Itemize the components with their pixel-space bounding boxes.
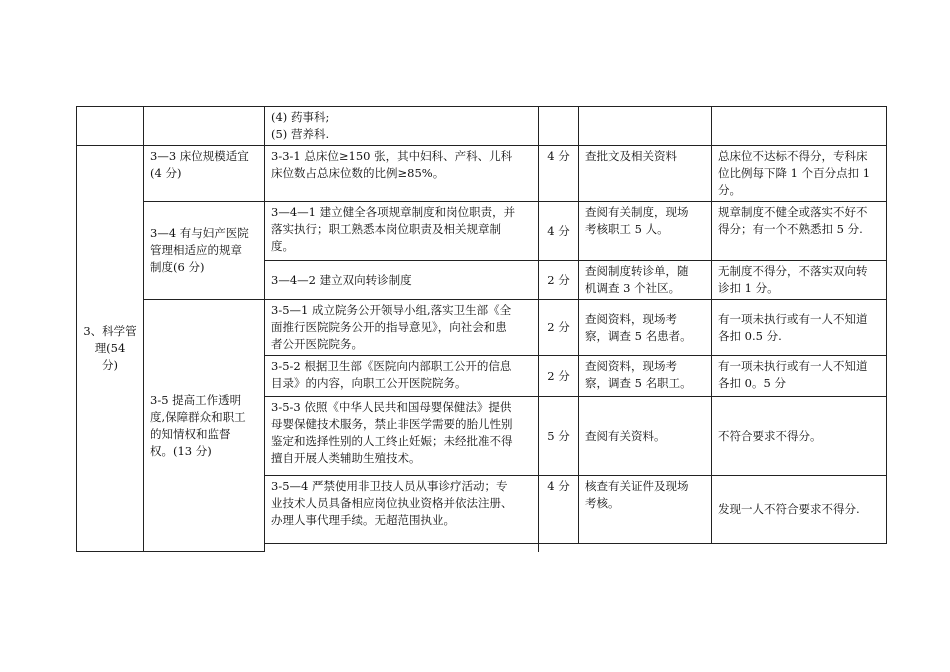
content-line: 擅自开展人类辅助生殖技术。: [271, 451, 421, 465]
content-cell: [265, 397, 539, 476]
score-cell: 2 分: [539, 300, 579, 356]
deduct-cell: [712, 356, 887, 397]
deduct-line: 得分；有一个不熟悉扣 5 分.: [718, 222, 863, 236]
item-line: (4 分): [150, 166, 182, 180]
deduct-line: 有一项未执行或有一人不知道: [718, 359, 868, 373]
content-cell: [265, 146, 539, 202]
content-line: 3-3-1 总床位≥150 张，其中妇科、产科、儿科: [271, 149, 513, 163]
content-line: 3—4—1 建立健全各项规章制度和岗位职责，并: [271, 205, 516, 219]
method-line: 察，调查 5 名职工。: [585, 376, 692, 390]
deduct-line: 总床位不达标不得分，专科床: [718, 149, 868, 163]
content-cell: [265, 202, 539, 261]
score-cell-empty: [539, 107, 579, 146]
content-line: 面推行医院院务公开的指导意见》，向社会和患: [271, 320, 507, 334]
item-line: 3—3 床位规模适宜: [150, 149, 249, 163]
category-cell: [77, 146, 144, 552]
deduct-line: 诊扣 1 分。: [718, 281, 779, 295]
content-line: (4) 药事科;: [271, 110, 330, 124]
content-line: 3-5—4 严禁使用非卫技人员从事诊疗活动；专: [271, 479, 508, 493]
score-cell: 4 分: [539, 202, 579, 261]
method-cell: 查阅有关资料。: [579, 397, 712, 476]
category-label: 3、科学管: [83, 324, 137, 338]
score-cell: 4 分: [539, 146, 579, 202]
deduct-cell: [712, 202, 887, 261]
deduct-line: 各扣 0.5 分.: [718, 328, 782, 343]
deduct-line: 各扣 0。5 分: [718, 376, 786, 390]
item-line: 3-5 提高工作透明: [150, 392, 242, 407]
deduct-cell: [712, 300, 887, 356]
item-cell: [144, 146, 265, 202]
content-cell: [265, 300, 539, 356]
method-line: 考核。: [585, 496, 620, 510]
deduct-line: 有一项未执行或有一人不知道: [718, 311, 868, 326]
item-line: 的知情权和监督: [150, 426, 231, 441]
content-cell: 3—4—2 建立双向转诊制度: [265, 261, 539, 300]
item-line: 管理相适应的规章: [150, 243, 242, 257]
method-line: 查阅制度转诊单，随: [585, 264, 689, 278]
content-cell-empty: [265, 544, 539, 552]
content-line: 者公开医院院务。: [271, 337, 363, 351]
deduct-line: 分。: [718, 183, 741, 197]
method-cell-empty: [579, 544, 712, 552]
method-cell: [579, 356, 712, 397]
content-line: 鉴定和选择性别的人工终止妊娠；未经批准不得: [271, 434, 513, 448]
table-row: [77, 107, 887, 146]
deduct-line: 无制度不得分，不落实双向转: [718, 264, 868, 278]
score-cell: 2 分: [539, 356, 579, 397]
method-line: 查阅有关制度，现场: [585, 205, 689, 219]
method-cell: [579, 476, 712, 544]
content-cell: [265, 476, 539, 544]
score-cell-empty: [539, 544, 579, 552]
category-label: 分): [102, 358, 118, 372]
deduct-cell: 发现一人不符合要求不得分.: [712, 476, 887, 544]
deduct-cell: 不符合要求不得分。: [712, 397, 887, 476]
content-line: 业技术人员具备相应岗位执业资格并依法注册、: [271, 496, 513, 510]
content-line: 3-5—1 成立院务公开领导小组,落实卫生部《全: [271, 303, 512, 317]
item-cell-empty: [144, 107, 265, 146]
content-line: 母婴保健技术服务，禁止非医学需要的胎儿性别: [271, 417, 513, 431]
method-line: 查阅资料，现场考: [585, 359, 677, 373]
table-row: [77, 202, 887, 261]
category-label: 理(54: [94, 341, 126, 355]
content-line: 3-5-2 根据卫生部《医院向内部职工公开的信息: [271, 359, 512, 373]
content-line: 3-5-3 依照《中华人民共和国母婴保健法》提供: [271, 400, 512, 414]
content-line: 度。: [271, 239, 294, 253]
method-line: 察，调查 5 名患者。: [585, 328, 692, 343]
method-cell-empty: [579, 107, 712, 146]
method-cell: [579, 300, 712, 356]
item-line: 权。(13 分): [150, 443, 212, 458]
item-line: 制度(6 分): [150, 260, 205, 274]
deduct-cell: [712, 261, 887, 300]
score-cell: 5 分: [539, 397, 579, 476]
content-line: 目录》的内容，向职工公开医院院务。: [271, 376, 467, 390]
table-row: [77, 146, 887, 202]
content-line: 办理人事代理手续。无超范围执业。: [271, 513, 455, 527]
content-cell: [265, 107, 539, 146]
method-cell: 查批文及相关资料: [579, 146, 712, 202]
deduct-line: 规章制度不健全或落实不好不: [718, 205, 868, 219]
content-cell: [265, 356, 539, 397]
item-cell: [144, 202, 265, 300]
deduct-line: 位比例每下降 1 个百分点扣 1: [718, 166, 871, 180]
item-line: 3—4 有与妇产医院: [150, 226, 249, 240]
item-line: 度,保障群众和职工: [150, 409, 246, 424]
score-cell: 4 分: [539, 476, 579, 544]
method-line: 机调查 3 个社区。: [585, 281, 681, 295]
table-row: [77, 300, 887, 356]
method-line: 考核职工 5 人。: [585, 222, 669, 236]
content-line: (5) 营养科.: [271, 127, 330, 141]
method-line: 核查有关证件及现场: [585, 479, 689, 493]
method-cell: [579, 261, 712, 300]
score-cell: 2 分: [539, 261, 579, 300]
deduct-cell: [712, 146, 887, 202]
method-cell: [579, 202, 712, 261]
content-line: 床位数占总床位数的比例≥85%。: [271, 166, 445, 180]
method-line: 查阅资料，现场考: [585, 311, 677, 326]
content-line: 落实执行；职工熟悉本岗位职责及相关规章制: [271, 222, 501, 236]
evaluation-table: [76, 106, 887, 552]
deduct-cell-empty: [712, 107, 887, 146]
deduct-cell-empty: [712, 544, 887, 552]
item-cell: [144, 300, 265, 552]
category-cell-empty: [77, 107, 144, 146]
